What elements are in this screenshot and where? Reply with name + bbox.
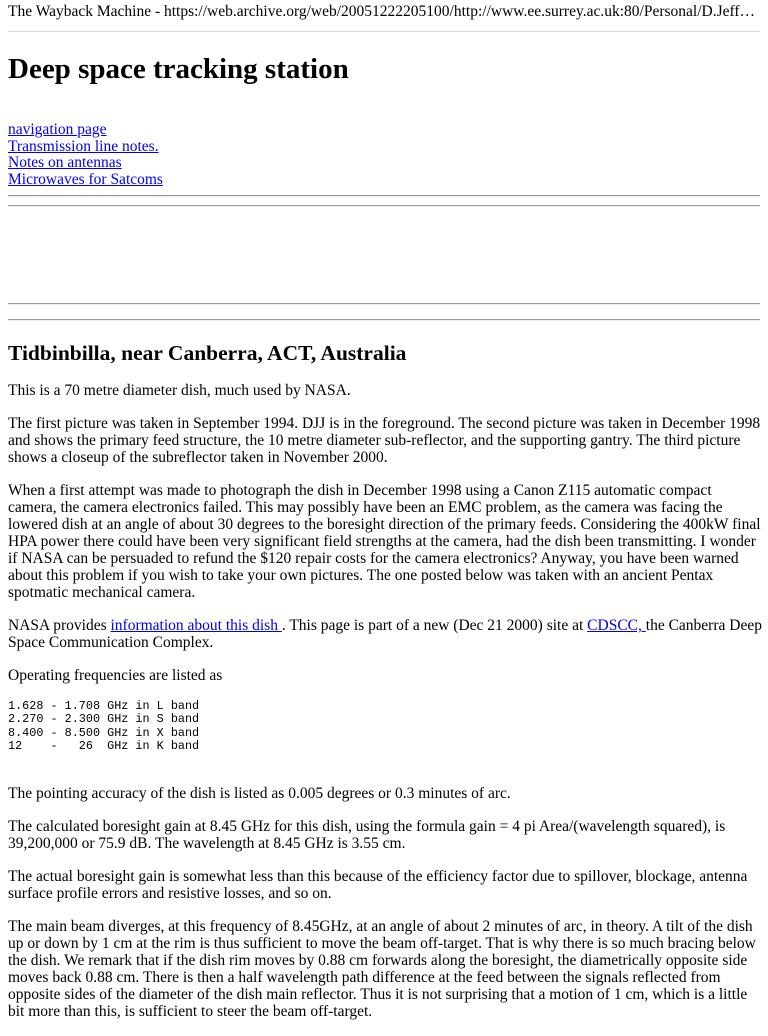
paragraph-actual-gain: The actual boresight gain is somewhat less than this because of the efficiency factor due to spillover, blockage, antenna surface profile errors and resistive losses, and so on. bbox=[8, 868, 748, 903]
nasa-text-middle: . This page is part of a new (Dec 21 2000) site at bbox=[281, 617, 588, 634]
cdscc-link[interactable]: CDSCC, bbox=[587, 617, 646, 634]
nav-link-microwaves-for-satcoms[interactable]: Microwaves for Satcoms bbox=[8, 171, 163, 189]
paragraph-beam-divergence: The main beam diverges, at this frequency of 8.45GHz, at an angle of about 2 minutes of arc, in theory. A tilt of the dish up or down by 1 cm at the rim is thus sufficient to move the beam off-target. That is why there is so much bracing below the dish. We remark that if the dish rim moves by 0.88 cm forwards along the boresight, the diametrically opposite side moves back 0.88 cm. There is then a half wavelength path difference at the feed between the signals reflected from opposite sides of the diameter of the dish main reflector. Thus it is not surprising that a motion of 1 cm, which is a little bit more than this, is sufficient to steer the beam off-target. bbox=[8, 918, 756, 1021]
page-title: Deep space tracking station bbox=[8, 53, 349, 85]
divider-2 bbox=[8, 205, 760, 207]
paragraph-frequencies-intro: Operating frequencies are listed as bbox=[8, 667, 223, 684]
divider-3 bbox=[8, 303, 760, 305]
nav-link-transmission-line-notes[interactable]: Transmission line notes. bbox=[8, 137, 159, 155]
paragraph-intro: This is a 70 metre diameter dish, much used by NASA. bbox=[8, 382, 351, 399]
nasa-text-start: NASA provides bbox=[8, 617, 111, 634]
section-heading: Tidbinbilla, near Canberra, ACT, Australia bbox=[8, 341, 407, 365]
divider-1 bbox=[8, 195, 760, 197]
paragraph-pointing-accuracy: The pointing accuracy of the dish is listed as 0.005 degrees or 0.3 minutes of arc. bbox=[8, 785, 511, 803]
dish-info-link[interactable]: information about this dish bbox=[110, 617, 282, 634]
paragraph-pictures: The first picture was taken in September 1994. DJJ is in the foreground. The second picture was taken in December 1998 and shows the primary feed structure, the 10 metre diameter sub-reflector, and the supporting gantry. The third picture shows a closeup of the subreflector taken in November 2000. bbox=[8, 415, 761, 466]
nav-link-navigation-page[interactable]: navigation page bbox=[8, 121, 107, 138]
paragraph-camera-failure: When a first attempt was made to photograph the dish in December 1998 using a Canon Z115 automatic compact camera, the camera electronics failed. This may possibly have been an EMC problem, as the camera was facing the lowered dish at an angle of about 30 degrees to the boresight direction of the primary feeds. Considering the 400kW final HPA power there could have been very significant field strengths at the camera, had the dish been transmitting. I wonder if NASA can be persuaded to refund the $120 repair costs for the camera electronics? Anyway, you have been warned about this problem if you wish to take your own pictures. The one posted below was taken with an ancient Pentax spotmatic mechanical camera. bbox=[8, 482, 761, 601]
article-body bbox=[8, 382, 763, 1036]
header-divider bbox=[8, 31, 760, 32]
paragraph-boresight-gain: The calculated boresight gain at 8.45 GHz for this dish, using the formula gain = 4 pi Area/(wavelength squared), is 39,200,000 or 75.9 dB. The wavelength at 8.45 GHz is 3.55 cm. bbox=[8, 818, 726, 853]
nav-links bbox=[8, 122, 163, 189]
nav-link-notes-on-antennas[interactable]: Notes on antennas bbox=[8, 154, 122, 172]
divider-4 bbox=[8, 319, 760, 321]
nasa-text-end: the Canberra Deep Space Communication Complex. bbox=[8, 617, 762, 651]
wayback-header: The Wayback Machine - https://web.archive.org/web/20051222205100/http://www.ee.surrey.ac.uk:80/Personal/D.Jeff… bbox=[8, 3, 756, 20]
frequency-table: 1.628 - 1.708 GHz in L band 2.270 - 2.300 GHz in S band 8.400 - 8.500 GHz in X band 12 - 26 GHz in K band bbox=[8, 699, 200, 753]
paragraph-nasa-info bbox=[8, 617, 763, 651]
